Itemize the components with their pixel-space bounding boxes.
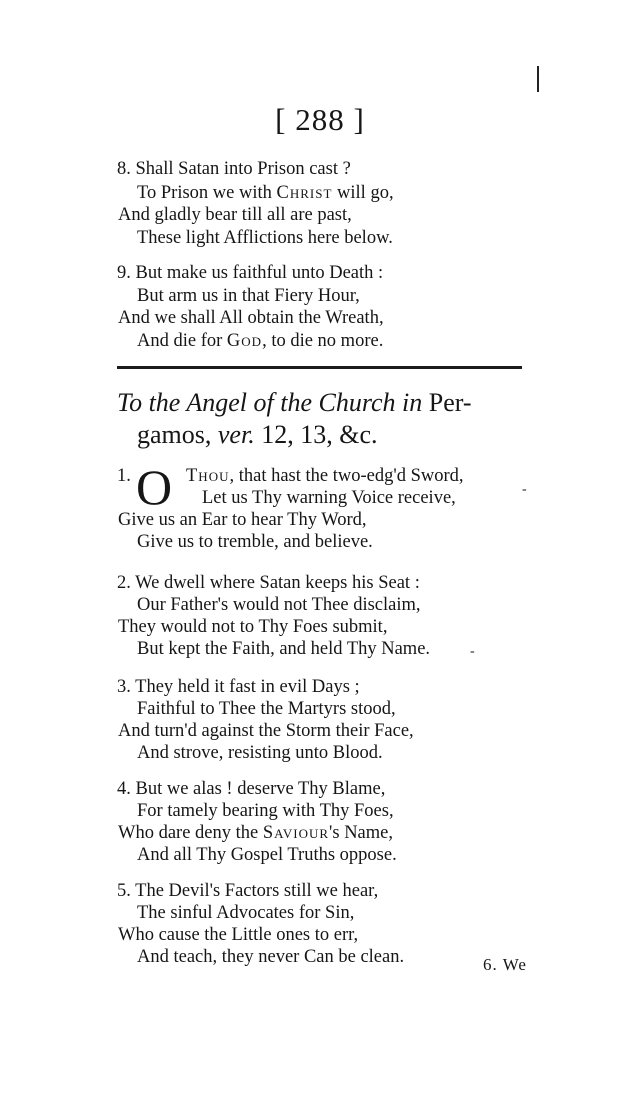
stanza-2-line-2: Our Father's would not Thee disclaim, xyxy=(137,595,421,615)
heading-italic: To the Angel of the Church in xyxy=(117,388,423,417)
stanza-9-line-3: And we shall All obtain the Wreath, xyxy=(118,308,384,328)
stanza-8-line-1: 8. Shall Satan into Prison cast ? xyxy=(117,159,351,179)
stanza-9-line-2: But arm us in that Fiery Hour, xyxy=(137,286,360,306)
stanza-1-number: 1. xyxy=(117,466,131,486)
heading-roman: 12, 13, &c. xyxy=(254,420,378,449)
stanza-3-line-3: And turn'd against the Storm their Face, xyxy=(118,721,414,741)
margin-mark xyxy=(537,66,539,92)
section-divider xyxy=(117,366,522,369)
stanza-9-line-4 xyxy=(137,330,383,352)
text-segment: To Prison we with xyxy=(137,183,277,203)
small-caps-name: Saviour xyxy=(262,823,330,843)
stanza-5-line-3: Who cause the Little ones to err, xyxy=(118,925,359,945)
stanza-3-line-1: 3. They held it fast in evil Days ; xyxy=(117,677,360,697)
stanza-8-line-4: These light Afflictions here below. xyxy=(137,228,393,248)
heading-roman: Per- xyxy=(422,388,472,417)
stanza-4-line-1: 4. But we alas ! deserve Thy Blame, xyxy=(117,779,386,799)
text-segment: will go, xyxy=(332,183,394,203)
heading-roman: gamos, xyxy=(137,420,218,449)
stanza-8-line-3: And gladly bear till all are past, xyxy=(118,205,352,225)
stray-mark: - xyxy=(470,644,475,659)
page-number: [ 288 ] xyxy=(275,102,365,137)
stanza-3-line-2: Faithful to Thee the Martyrs stood, xyxy=(137,699,396,719)
stanza-4-line-4: And all Thy Gospel Truths oppose. xyxy=(137,845,397,865)
hymn-heading-line-1 xyxy=(117,388,472,418)
drop-cap: O xyxy=(136,459,173,515)
heading-italic: ver. xyxy=(217,420,255,449)
stanza-1-line-4: Give us to tremble, and believe. xyxy=(137,532,373,552)
stanza-5-line-1: 5. The Devil's Factors still we hear, xyxy=(117,881,379,901)
text-segment: And die for xyxy=(137,331,227,351)
stanza-2-line-1: 2. We dwell where Satan keeps his Seat : xyxy=(117,573,420,593)
stanza-3-line-4: And strove, resisting unto Blood. xyxy=(137,743,383,763)
stanza-5-line-4: And teach, they never Can be clean. xyxy=(137,947,405,967)
stanza-4-line-3 xyxy=(118,822,393,844)
stanza-1-line-3: Give us an Ear to hear Thy Word, xyxy=(118,510,367,530)
text-segment: , to die no more. xyxy=(262,331,384,351)
small-caps-word: Thou xyxy=(186,466,230,486)
stanza-2-line-4: But kept the Faith, and held Thy Name. xyxy=(137,639,431,659)
stanza-2-line-3: They would not to Thy Foes submit, xyxy=(118,617,388,637)
stray-mark: - xyxy=(522,482,527,497)
catchword: 6. We xyxy=(483,955,527,974)
stanza-5-line-2: The sinful Advocates for Sin, xyxy=(137,903,355,923)
stanza-1-line-1 xyxy=(186,465,464,487)
small-caps-name: God xyxy=(226,331,263,351)
stanza-4-line-2: For tamely bearing with Thy Foes, xyxy=(137,801,394,821)
text-segment: , that hast the two-edg'd Sword, xyxy=(229,466,464,486)
stanza-9-line-1: 9. But make us faithful unto Death : xyxy=(117,263,384,283)
hymn-heading-line-2 xyxy=(137,420,377,450)
stanza-8-line-2 xyxy=(137,182,394,204)
stanza-1-line-2: Let us Thy warning Voice receive, xyxy=(202,488,456,508)
text-segment: Who dare deny the xyxy=(118,823,263,843)
small-caps-name: Christ xyxy=(276,183,333,203)
text-segment: 's Name, xyxy=(329,823,393,843)
